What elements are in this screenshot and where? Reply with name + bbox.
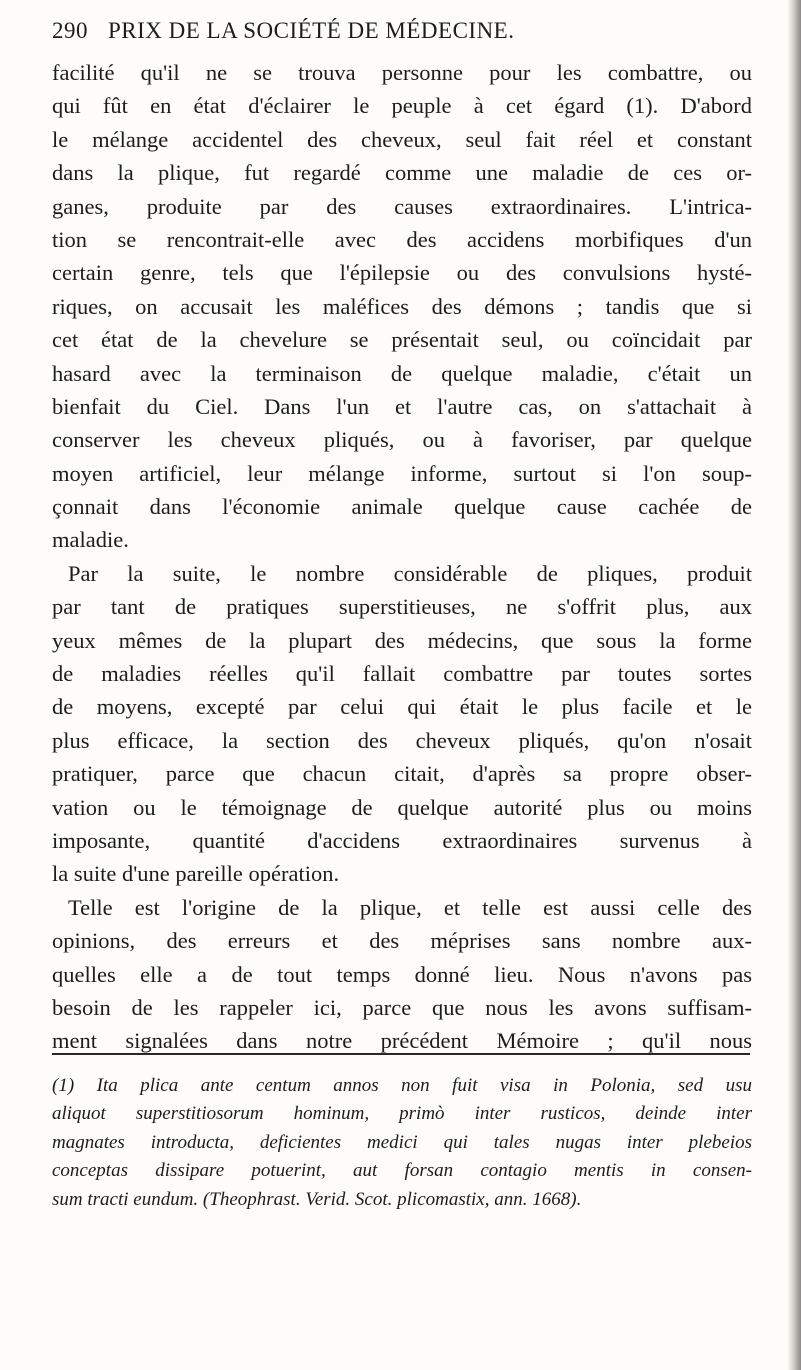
- page-edge-shadow: [787, 0, 801, 1370]
- footnote-line: aliquot superstitiosorum hominum, primò inter rusticos, deinde inter: [52, 1103, 752, 1125]
- text-line: Telle est l'origine de la plique, et telle est aussi celle des: [68, 894, 752, 920]
- text-line: yeux mêmes de la plupart des médecins, que sous la forme: [52, 627, 752, 653]
- text-line: de maladies réelles qu'il fallait combattre par toutes sortes: [52, 661, 752, 687]
- text-line: de moyens, excepté par celui qui était le plus facile et le: [52, 694, 752, 720]
- footnotes: [52, 1072, 752, 1214]
- text-line: maladie.: [52, 527, 129, 553]
- footnote-line: (1) Ita plica ante centum annos non fuit visa in Polonia, sed usu: [52, 1075, 752, 1096]
- text-line: çonnait dans l'économie animale quelque cause cachée de: [52, 494, 752, 520]
- footnote-line: sum tracti eundum. (Theophrast. Verid. Scot. plicomastix, ann. 1668).: [52, 1188, 582, 1210]
- footnote-line: conceptas dissipare potuerint, aut forsan contagio mentis in consen-: [52, 1160, 752, 1182]
- text-line: facilité qu'il ne se trouva personne pour les combattre, ou: [52, 60, 752, 85]
- running-header: [52, 18, 752, 44]
- text-line: besoin de les rappeler ici, parce que nous les avons suffisam-: [52, 994, 752, 1020]
- text-line: ganes, produite par des causes extraordinaires. L'intrica-: [52, 193, 752, 219]
- running-title: PRIX DE LA SOCIÉTÉ DE MÉDECINE.: [108, 18, 515, 43]
- text-line: tion se rencontrait-elle avec des accidens morbifiques d'un: [52, 226, 752, 252]
- text-line: qui fût en état d'éclairer le peuple à cet égard (1). D'abord: [52, 93, 752, 119]
- text-line: conserver les cheveux pliqués, ou à favoriser, par quelque: [52, 427, 752, 453]
- text-line: quelles elle a de tout temps donné lieu. Nous n'avons pas: [52, 961, 752, 987]
- text-line: plus efficace, la section des cheveux pliqués, qu'on n'osait: [52, 727, 752, 753]
- text-line: le mélange accidentel des cheveux, seul fait réel et constant: [52, 126, 752, 152]
- text-line: cet état de la chevelure se présentait seul, ou coïncidait par: [52, 327, 752, 353]
- footnote-divider: [52, 1053, 750, 1055]
- text-line: ment signalées dans notre précédent Mémoire ; qu'il nous: [52, 1028, 752, 1054]
- text-line: pratiquer, parce que chacun citait, d'après sa propre obser-: [52, 761, 752, 787]
- body-text: [52, 56, 752, 1058]
- text-line: vation ou le témoignage de quelque autorité plus ou moins: [52, 794, 752, 820]
- text-line: par tant de pratiques superstitieuses, ne s'offrit plus, aux: [52, 594, 752, 620]
- text-line: bienfait du Ciel. Dans l'un et l'autre cas, on s'attachait à: [52, 393, 752, 419]
- text-line: hasard avec la terminaison de quelque maladie, c'était un: [52, 360, 752, 386]
- footnote-line: magnates introducta, deficientes medici qui tales nugas inter plebeios: [52, 1131, 752, 1153]
- page-number: 290: [52, 18, 88, 43]
- text-line: moyen artificiel, leur mélange informe, surtout si l'on soup-: [52, 460, 752, 486]
- text-line: la suite d'une pareille opération.: [52, 861, 340, 887]
- text-line: certain genre, tels que l'épilepsie ou des convulsions hysté-: [52, 260, 752, 286]
- text-line: riques, on accusait les maléfices des démons ; tandis que si: [52, 293, 752, 319]
- text-line: Par la suite, le nombre considérable de pliques, produit: [68, 560, 752, 586]
- text-line: dans la plique, fut regardé comme une maladie de ces or-: [52, 160, 752, 186]
- text-line: opinions, des erreurs et des méprises sans nombre aux-: [52, 928, 752, 954]
- text-line: imposante, quantité d'accidens extraordinaires survenus à: [52, 827, 752, 853]
